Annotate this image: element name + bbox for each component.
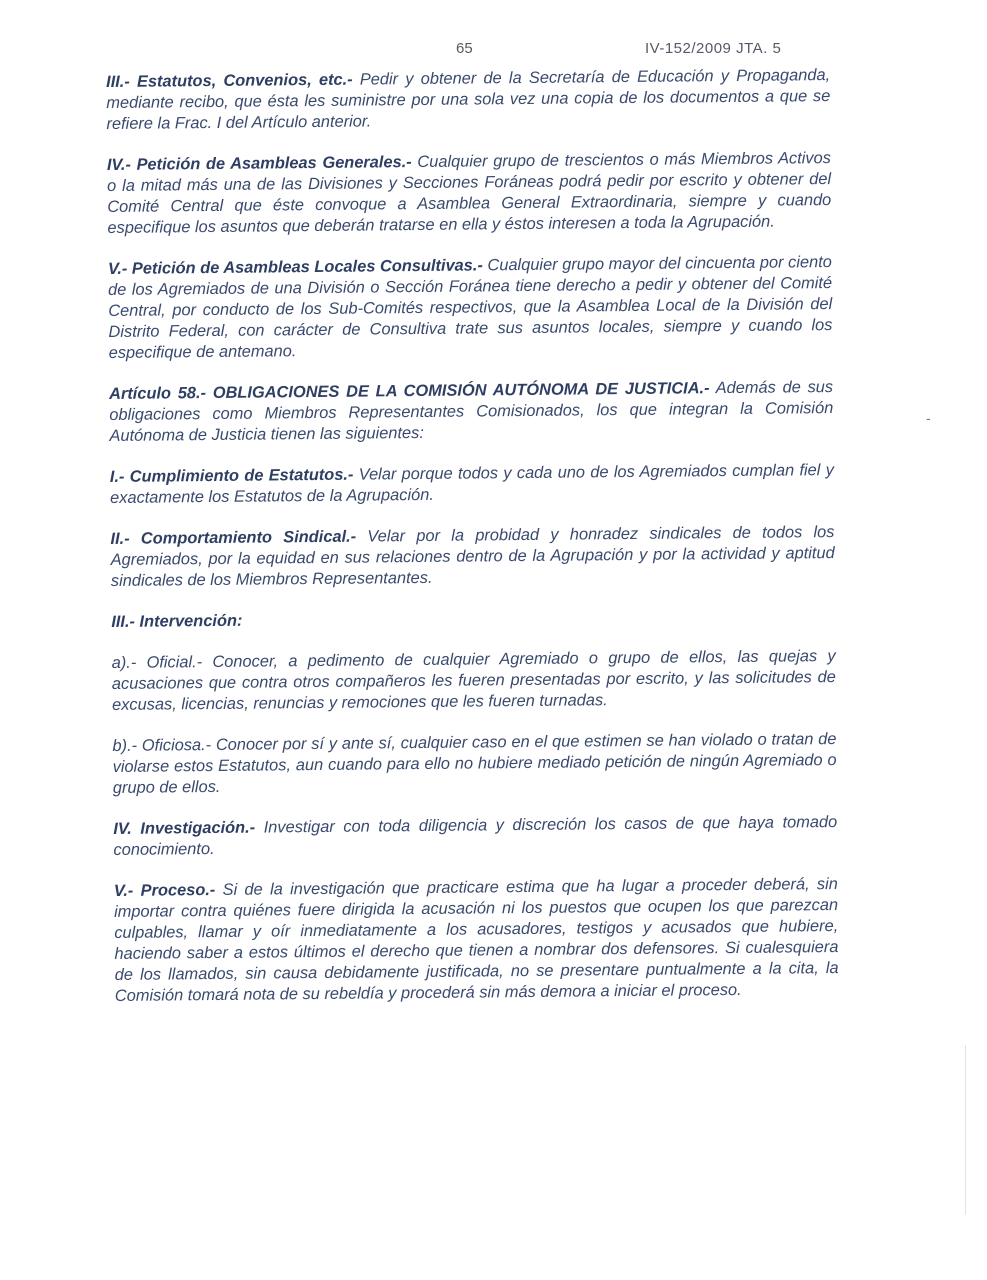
paragraph-cumplimiento-estatutos — [110, 460, 834, 509]
paragraph-text: b).- Oficiosa.- Conocer por sí y ante sí, cualquier caso en el que estimen se han violado o tratan de violarse estos Estatutos, aun cuando para ello no hubiere mediado petición de ningún Agremiado o grupo de ellos. — [112, 730, 837, 797]
paragraph-heading: V.- Proceso.- — [113, 880, 216, 900]
paragraph-text: Velar por la probidad y honradez sindicales de todos los Agremiados, por la equidad en sus relaciones dentro de la Agrupación y por la actividad y aptitud sindicales de los Miembros Representantes. — [110, 523, 835, 590]
page-header — [0, 40, 987, 60]
article-58 — [109, 377, 834, 447]
document-reference: IV-152/2009 JTA. 5 — [645, 40, 782, 57]
paragraph-heading: II.- Comportamiento Sindical.- — [110, 527, 357, 548]
paragraph-estatutos-convenios — [106, 65, 831, 135]
paragraph-heading: I.- Cumplimiento de Estatutos.- — [109, 465, 354, 486]
paragraph-text: a).- Oficial.- Conocer, a pedimento de cualquier Agremiado o grupo de ellos, las quejas y acusaciones que contra otros compañeros les fueren presentadas por escrito, y las solicitudes de excusas, licencias, renuncias y remociones que les fueren turnadas. — [111, 647, 836, 714]
paragraph-intervencion-oficiosa — [112, 729, 837, 799]
paragraph-investigacion — [113, 812, 837, 861]
paragraph-text: Cualquier grupo mayor del cincuenta por ciento de los Agremiados de una División o Sección Foránea tiene derecho a pedir y obtener del Comité Central, por conducto de los Sub-Comités respectivos, que la Asamblea Local de la División del Distrito Federal, con carácter de Consultiva trate sus asuntos locales, siempre y cuando los especifique de antemano. — [108, 253, 833, 362]
paragraph-proceso — [114, 874, 839, 1007]
paragraph-comportamiento-sindical — [110, 522, 835, 592]
article-heading: Artículo 58.- OBLIGACIONES DE LA COMISIÓN AUTÓNOMA DE JUSTICIA.- — [109, 379, 710, 403]
paragraph-heading: V.- Petición de Asambleas Locales Consultivas.- — [107, 256, 483, 278]
paragraph-peticion-asambleas-generales — [107, 148, 832, 239]
paragraph-text: Si de la investigación que practicare estima que ha lugar a proceder deberá, sin importar contra quiénes fuere dirigida la acusación ni los puestos que ocupen los que parezcan culpables, llamar y oír inmediatamente a los acusadores, testigos y acusados que hubiere, haciendo saber a estos últimos el derecho que tienen a nombrar dos defensores. Si cualesquiera de los llamados, sin causa debidamente justificada, no se presentare puntualmente a la cita, la Comisión tomará nota de su rebeldía y procederá sin más demora a iniciar el proceso. — [113, 875, 839, 1005]
paragraph-heading: III.- Intervención: — [111, 611, 243, 631]
paragraph-text: Velar porque todos y cada uno de los Agremiados cumplan fiel y exactamente los Estatutos de la Agrupación. — [110, 461, 834, 507]
paragraph-text: Cualquier grupo de trescientos o más Miembros Activos o la mitad más una de las Divisiones y Secciones Foráneas podrá pedir por escrito y obtener del Comité Central que éste convoque a Asamblea General Extraordinaria, siempre y cuando especifique los asuntos que deberán tratarse en ella y éstos interesen a toda la Agrupación. — [107, 149, 832, 237]
paragraph-intervencion — [111, 605, 835, 633]
stray-mark: - — [926, 410, 931, 426]
paragraph-peticion-asambleas-locales — [108, 252, 833, 364]
document-body — [106, 65, 839, 1027]
scan-edge-line — [965, 1045, 966, 1215]
paragraph-text: Pedir y obtener de la Secretaría de Educación y Propaganda, mediante recibo, que ésta les suministre por una sola vez una copia de los documentos a que se refiere la Frac. I del Artículo anterior. — [106, 66, 831, 133]
paragraph-intervencion-oficial — [112, 646, 837, 716]
paragraph-heading: III.- Estatutos, Convenios, etc.- — [106, 70, 353, 91]
paragraph-heading: IV. Investigación.- — [113, 818, 256, 838]
page-number: 65 — [456, 40, 473, 57]
paragraph-heading: IV.- Petición de Asambleas Generales.- — [106, 153, 412, 174]
article-text: Además de sus obligaciones como Miembros Representantes Comisionados, los que integran la Comisión Autónoma de Justicia tienen las siguientes: — [109, 378, 834, 445]
paragraph-text: Investigar con toda diligencia y discreción los casos de que haya tomado conocimiento. — [113, 813, 838, 859]
